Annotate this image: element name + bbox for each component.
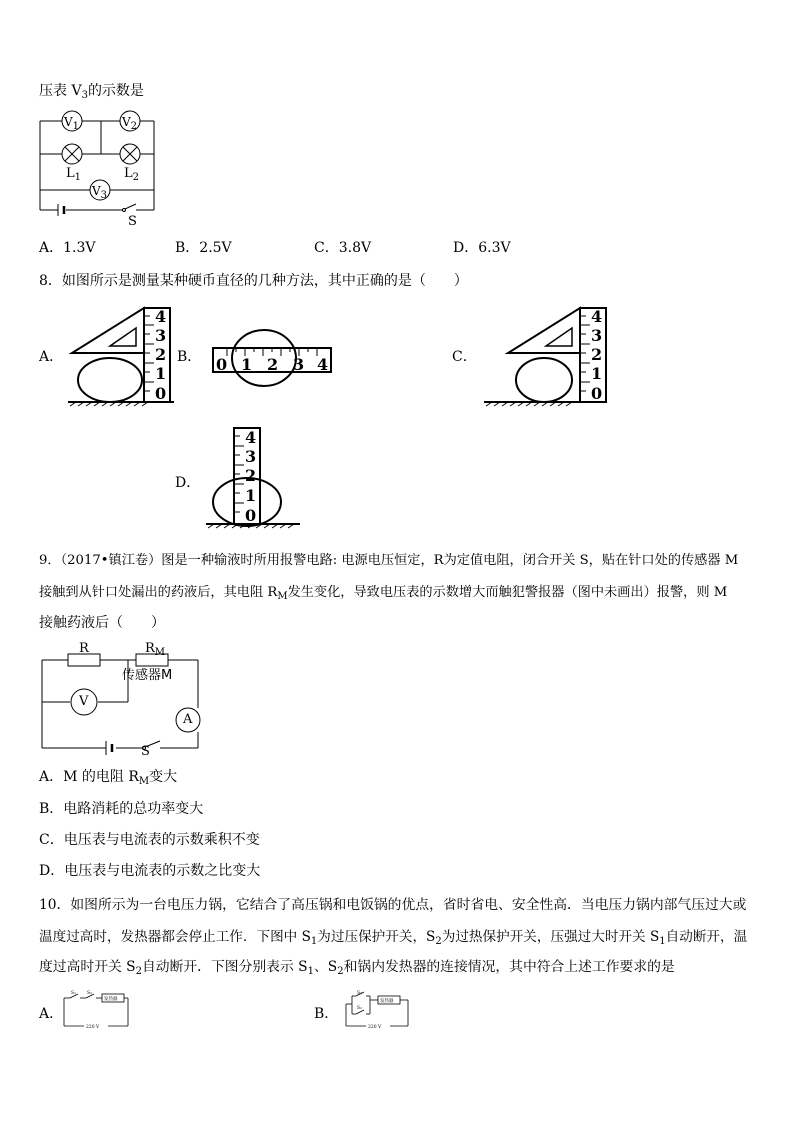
switch-label: S (141, 744, 150, 759)
q9-circuit-diagram (38, 640, 208, 756)
ruler-c-digit-2: 2 (591, 345, 603, 364)
ruler-a-digit-1: 1 (155, 364, 167, 383)
q8-option-a-figure (66, 306, 176, 406)
q8-option-b-figure (210, 328, 334, 392)
q7-option-c: C．3.8V (314, 240, 372, 256)
lamp-l2 (120, 144, 140, 164)
q8-option-d-letter: D． (175, 475, 201, 491)
battery-icon (58, 204, 64, 216)
ruler-d-digit-3: 3 (245, 447, 257, 466)
switch-label: S (128, 214, 137, 229)
q7-circuit-diagram (36, 108, 166, 228)
q10b-heater: 发热器 (380, 999, 394, 1004)
q8-option-b-letter: B． (177, 349, 202, 365)
q10-option-a-figure (62, 990, 130, 1032)
ruler-c-digit-1: 1 (591, 364, 603, 383)
q10-stem-line1: 10．如图所示为一台电压力锅，它结合了高压锅和电饭锅的优点，省时省电、安全性高．当电压力锅内部气压过大或 (39, 897, 747, 913)
q9-stem-line2: 接触到从针口处漏出的药液后，其电阻 $R_M$发生变化，导致电压表的示数增大而触犯警报器（图中未画出）报警，则 M (39, 585, 728, 602)
lamp-l1 (62, 144, 82, 164)
q10b-s1: S₁ (357, 991, 362, 996)
ruler-b-digit-0: 0 (216, 355, 228, 374)
q10-stem-line2: 温度过高时，发热器都会停止工作．下图中 $S_1$为过压保护开关，$S_2$为过热保护开关，压强过大时开关 $S_1$自动断开，温 (39, 929, 748, 947)
q10b-s2: S₂ (357, 1006, 362, 1011)
ruler-d-digit-0: 0 (245, 506, 257, 525)
ruler-c-digit-0: 0 (591, 384, 603, 403)
ruler-d-digit-1: 1 (245, 486, 257, 505)
q9-stem-line3: 接触药液后（ ） (39, 615, 165, 631)
q8-option-d-figure (204, 426, 304, 538)
q7-option-d: D．6.3V (453, 240, 511, 256)
ruler-a-digit-0: 0 (155, 384, 167, 403)
ruler-d-digit-4: 4 (245, 428, 257, 447)
q10a-s1: S₁ (71, 991, 76, 996)
ruler-b-digit-2: 2 (267, 355, 279, 374)
ruler-b-digit-3: 3 (293, 355, 305, 374)
v3-label: $V_3$ (92, 184, 108, 201)
sensor-rm-label: $R_M$ (145, 641, 166, 658)
q9-option-c: C．电压表与电流表的示数乘积不变 (39, 832, 260, 848)
q10-option-b-figure (342, 990, 412, 1032)
q10a-heater: 发热器 (104, 997, 118, 1002)
ruler-b-digit-1: 1 (241, 355, 253, 374)
q9-option-d: D．电压表与电流表的示数之比变大 (39, 863, 261, 879)
resistor-r-label: R (79, 641, 89, 656)
ruler-b-digit-4: 4 (317, 355, 329, 374)
q8-option-c-letter: C． (452, 349, 477, 365)
ruler-a-digit-4: 4 (155, 307, 167, 326)
ruler-d-digit-2: 2 (245, 466, 257, 485)
l1-label: $L_1$ (66, 166, 82, 183)
q10a-voltage: 220 V (86, 1025, 100, 1030)
switch-icon (123, 204, 137, 212)
q9-stem-line1: 9．（2017•镇江卷）图是一种输液时所用报警电路: 电源电压恒定，R为定值电阻，闭合开关 S，贴在针口处的传感器 M (39, 553, 739, 568)
q10a-s2: S₂ (87, 991, 92, 996)
q9-option-b: B．电路消耗的总功率变大 (39, 801, 204, 817)
q7-option-a: A．1.3V (39, 240, 96, 256)
q10-option-a-letter: A． (39, 1006, 64, 1022)
ruler-a-digit-2: 2 (155, 345, 167, 364)
v1-label: $V_1$ (64, 115, 80, 132)
ammeter-label: A (183, 712, 193, 727)
l2-label: $L_2$ (124, 166, 140, 183)
q10-stem-line3: 度过高时开关 $S_2$自动断开．下图分别表示 $S_1$、$S_2$和锅内发热器的连接情况，其中符合上述工作要求的是 (39, 959, 675, 977)
sensor-label: 传感器M (122, 668, 173, 683)
q8-stem: 8．如图所示是测量某种硬币直径的几种方法，其中正确的是（ ） (39, 273, 468, 289)
q10-option-b-letter: B． (314, 1006, 339, 1022)
battery-icon (106, 741, 112, 755)
q8-option-a-letter: A． (39, 349, 64, 365)
q8-option-c-figure (482, 306, 612, 406)
q7-stem-tail: 压表 $V_3$的示数是 (39, 83, 144, 101)
v2-label: $V_2$ (122, 115, 138, 132)
q9-option-a: A．M 的电阻 $R_M$变大 (39, 769, 178, 787)
ruler-c-digit-3: 3 (591, 326, 603, 345)
ruler-c-digit-4: 4 (591, 307, 603, 326)
q7-option-b: B．2.5V (175, 240, 232, 256)
ruler-a-digit-3: 3 (155, 326, 167, 345)
q10b-voltage: 220 V (368, 1025, 382, 1030)
voltmeter-label: V (79, 694, 89, 709)
